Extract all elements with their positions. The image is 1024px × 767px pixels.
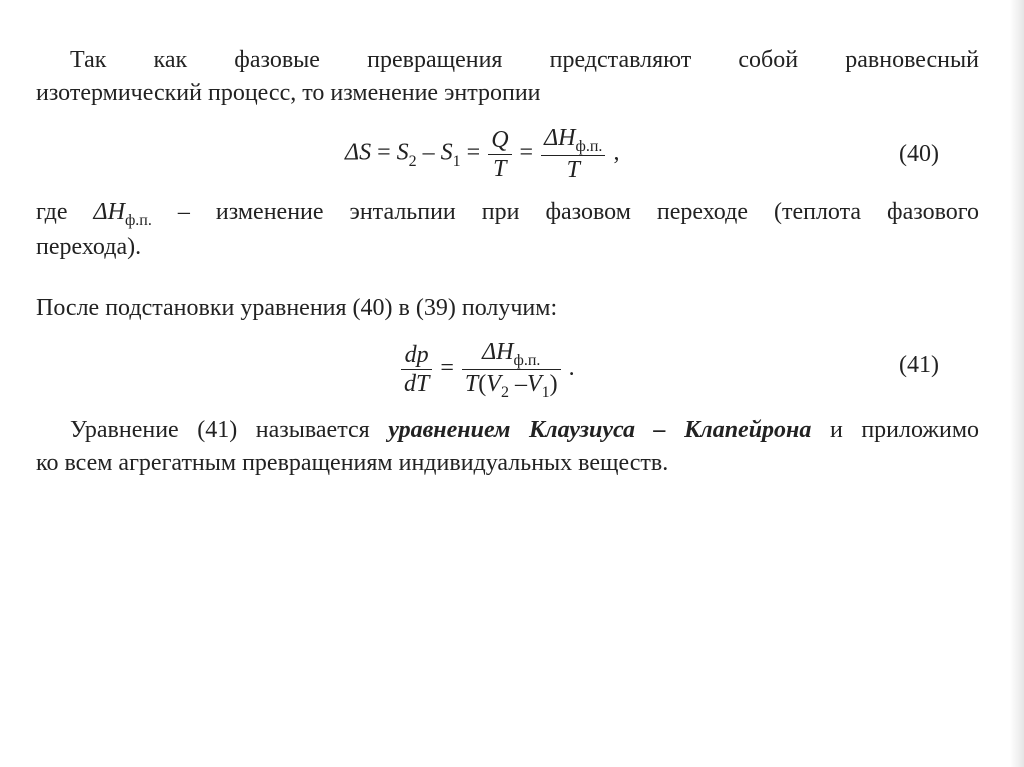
paragraph-where-line-1 xyxy=(36,196,979,231)
formula-40-delta-s: ΔS xyxy=(345,139,372,166)
formula-40-s2-sub: 2 xyxy=(408,152,417,170)
paragraph-intro xyxy=(36,44,979,110)
formula-40-denominator-t2: T xyxy=(566,157,580,183)
formula-40-fraction-q-t xyxy=(488,126,511,183)
paragraph-clausius-start: Уравнение (41) называется xyxy=(70,417,370,443)
formula-40-dh: ΔH xyxy=(544,125,576,151)
formula-41-v1: V xyxy=(526,371,542,397)
formula-41-equals: = xyxy=(440,355,454,382)
formula-40-dh-sub: ф.п. xyxy=(575,138,603,155)
paragraph-clausius-emphasis: уравнением Клаузиуса – Клапейрона xyxy=(388,417,812,443)
formula-40-s1: S xyxy=(440,139,453,166)
paragraph-where-rest: – изменение энтальпии при фазовом переходе (теплота фазового xyxy=(177,199,979,225)
paragraph-clausius-end: и приложимо xyxy=(829,417,980,443)
paragraph-where xyxy=(36,196,979,264)
formula-40-numerator-q: Q xyxy=(488,126,511,155)
formula-40-comma: , xyxy=(613,139,620,166)
paragraph-intro-line-2: изотермический процесс, то изменение энтропии xyxy=(36,80,541,106)
formula-41-den-open: ( xyxy=(478,371,487,397)
formula-41-v1-sub: 1 xyxy=(541,384,550,401)
paragraph-substitution-text: После подстановки уравнения (40) в (39) получим: xyxy=(36,295,558,321)
formula-41-fraction-main xyxy=(462,338,561,401)
page-edge-shadow xyxy=(1010,0,1024,767)
paragraph-clausius-line-2: ко всем агрегатным превращениям индивидуальных веществ. xyxy=(36,450,669,476)
formula-41-v2: V xyxy=(486,371,501,397)
paragraph-where-prefix: где xyxy=(36,199,68,225)
paragraph-intro-line-1: Так как фазовые превращения представляют собой равновесный xyxy=(70,47,979,73)
formula-40-denominator-t: T xyxy=(493,155,507,182)
equation-number-40: (40) xyxy=(899,141,939,167)
formula-41-dh: ΔH xyxy=(482,339,514,365)
paragraph-where-dh: ΔH xyxy=(93,199,125,225)
formula-41-numerator-dp: dp xyxy=(401,341,432,370)
formula-40-s2: S xyxy=(396,139,409,166)
formula-40-equals-3: = xyxy=(519,139,534,166)
formula-41-dh-sub: ф.п. xyxy=(513,352,541,369)
formula-40-s1-sub: 1 xyxy=(452,152,461,170)
formula-40-equals-2: = xyxy=(466,139,481,166)
paragraph-clausius-line-1 xyxy=(36,414,979,447)
formula-41-denominator-dt: dT xyxy=(404,371,430,397)
formula-41-fraction-dp-dt xyxy=(401,341,432,398)
formula-40-minus: – xyxy=(422,139,435,166)
formula-41-period: . xyxy=(568,355,575,382)
formula-41-v2-sub: 2 xyxy=(500,384,509,401)
paragraph-substitution xyxy=(36,292,979,325)
formula-41-den-close: ) xyxy=(549,371,558,397)
formula-41-numerator-dh xyxy=(462,338,561,370)
formula-40-fraction-dh-t xyxy=(541,124,605,184)
formula-40-numerator-dh xyxy=(541,124,605,156)
formula-41-den-t: T xyxy=(464,371,479,397)
formula-41 xyxy=(399,338,575,401)
formula-41-denominator xyxy=(462,370,561,401)
paragraph-clausius xyxy=(36,414,979,480)
paragraph-where-line-2: перехода). xyxy=(36,234,142,260)
formula-41-den-minus: – xyxy=(514,371,527,397)
equation-number-41: (41) xyxy=(899,352,939,378)
paragraph-where-dh-sub: ф.п. xyxy=(124,212,152,229)
formula-40-equals-1: = xyxy=(377,139,391,166)
formula-40 xyxy=(345,124,619,184)
